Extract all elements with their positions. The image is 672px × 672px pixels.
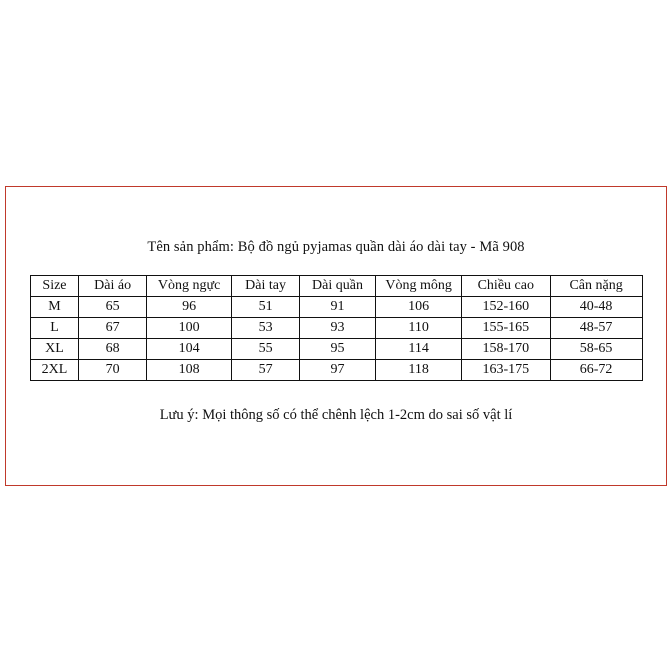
size-table <box>30 275 643 381</box>
column-header-size: Size <box>30 276 79 297</box>
cell-vong-mong: 118 <box>376 360 462 381</box>
size-table-container <box>30 275 643 381</box>
cell-dai-ao: 68 <box>79 339 146 360</box>
size-chart-card <box>5 186 667 486</box>
cell-size: L <box>30 318 79 339</box>
table-row <box>30 297 642 318</box>
table-row <box>30 318 642 339</box>
cell-chieu-cao: 152-160 <box>461 297 550 318</box>
cell-vong-mong: 106 <box>376 297 462 318</box>
cell-size: M <box>30 297 79 318</box>
cell-dai-quan: 95 <box>299 339 376 360</box>
cell-dai-ao: 70 <box>79 360 146 381</box>
size-table-body <box>30 297 642 381</box>
cell-vong-mong: 114 <box>376 339 462 360</box>
cell-chieu-cao: 155-165 <box>461 318 550 339</box>
cell-dai-tay: 51 <box>232 297 299 318</box>
cell-vong-nguc: 108 <box>146 360 232 381</box>
cell-size: XL <box>30 339 79 360</box>
cell-dai-quan: 91 <box>299 297 376 318</box>
cell-dai-tay: 57 <box>232 360 299 381</box>
table-row <box>30 339 642 360</box>
cell-can-nang: 66-72 <box>550 360 642 381</box>
table-row <box>30 360 642 381</box>
cell-dai-ao: 65 <box>79 297 146 318</box>
cell-can-nang: 40-48 <box>550 297 642 318</box>
cell-vong-nguc: 100 <box>146 318 232 339</box>
cell-dai-ao: 67 <box>79 318 146 339</box>
column-header-can-nang: Cân nặng <box>550 276 642 297</box>
column-header-dai-tay: Dài tay <box>232 276 299 297</box>
column-header-dai-quan: Dài quần <box>299 276 376 297</box>
column-header-chieu-cao: Chiều cao <box>461 276 550 297</box>
measurement-note: Lưu ý: Mọi thông số có thể chênh lệch 1-2cm do sai số vật lí <box>159 407 513 423</box>
cell-can-nang: 48-57 <box>550 318 642 339</box>
cell-chieu-cao: 163-175 <box>461 360 550 381</box>
size-table-header <box>30 276 642 297</box>
cell-vong-nguc: 96 <box>146 297 232 318</box>
cell-can-nang: 58-65 <box>550 339 642 360</box>
cell-dai-tay: 55 <box>232 339 299 360</box>
column-header-dai-ao: Dài áo <box>79 276 146 297</box>
column-header-vong-nguc: Vòng ngực <box>146 276 232 297</box>
cell-dai-quan: 97 <box>299 360 376 381</box>
cell-dai-tay: 53 <box>232 318 299 339</box>
cell-size: 2XL <box>30 360 79 381</box>
product-title: Tên sản phẩm: Bộ đồ ngủ pyjamas quần dài áo dài tay - Mã 908 <box>147 239 525 255</box>
cell-dai-quan: 93 <box>299 318 376 339</box>
column-header-vong-mong: Vòng mông <box>376 276 462 297</box>
table-header-row <box>30 276 642 297</box>
cell-vong-nguc: 104 <box>146 339 232 360</box>
cell-chieu-cao: 158-170 <box>461 339 550 360</box>
cell-vong-mong: 110 <box>376 318 462 339</box>
